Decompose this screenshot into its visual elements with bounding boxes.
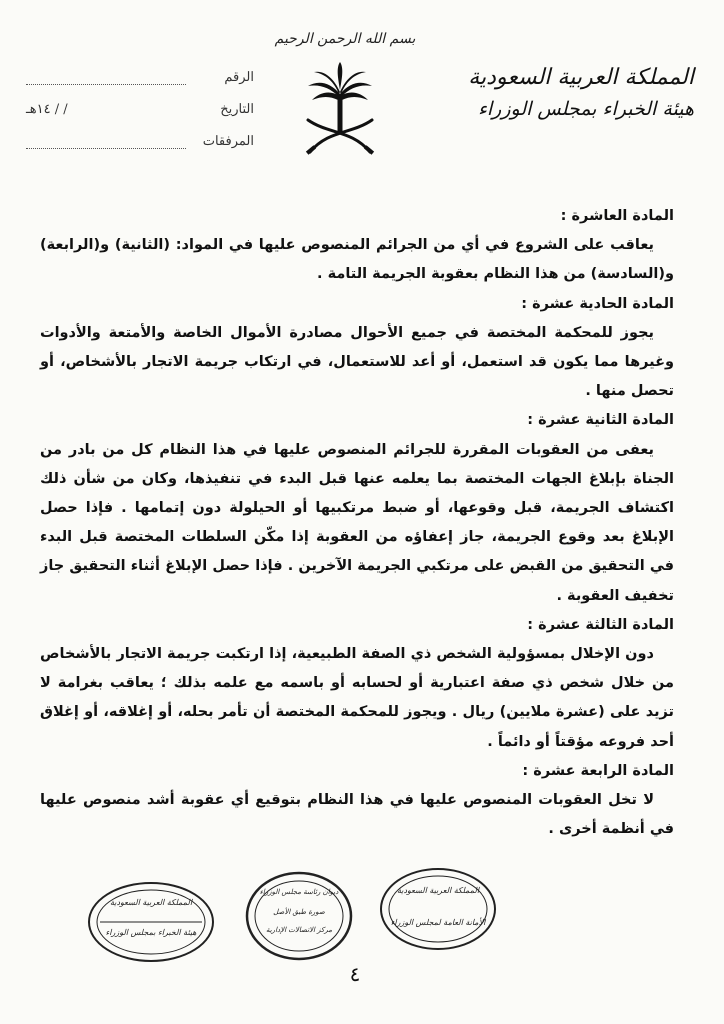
punch-hole-mark-icon [664, 366, 680, 388]
punch-hole-mark-icon [664, 646, 680, 668]
document-body [40, 202, 674, 844]
article-10-text: يعاقب على الشروع في أي من الجرائم المنصوص عليها في المواد: (الثانية) و(الرابعة) و(السادسة) من هذا النظام بعقوبة الجريمة التامة . [40, 237, 674, 283]
ref-number-label: الرقم [224, 70, 254, 85]
ref-number-line [26, 84, 186, 85]
saudi-emblem-icon [300, 60, 380, 165]
article-12-heading: المادة الثانية عشرة : [527, 412, 674, 429]
ref-number-row [26, 64, 254, 96]
article-13-heading: المادة الثالثة عشرة : [527, 616, 674, 633]
stamp-general-secretariat: المملكة العربية السعودية الأمانة العامة لمجلس الوزراء [378, 866, 498, 952]
letterhead-organization [454, 62, 694, 124]
basmala: بسم الله الرحمن الرحيم [274, 31, 416, 47]
ref-attachments-line [26, 148, 186, 149]
ref-date-row [26, 96, 254, 128]
letterhead-reference-fields [26, 64, 254, 160]
article-11-text: يجوز للمحكمة المختصة في جميع الأحوال مصادرة الأموال الخاصة والأمتعة والأدوات وغيرها مما يكون قد استعمل، أو أعد للاستعمال، في ارتكاب جريمة الاتجار بالأشخاص، أو تحصل منها . [40, 324, 674, 400]
stamp-royal-court: ديوان رئاسة مجلس الوزراء صورة طبق الأصل مركز الاتصالات الإدارية [244, 870, 354, 962]
org-commission-name: هيئة الخبراء بمجلس الوزراء [477, 98, 694, 120]
official-stamps [86, 862, 498, 964]
article-12-text: يعفى من العقوبات المقررة للجرائم المنصوص عليها في هذا النظام كل من بادر من الجناة بإبلاغ الجهات المختصة بما يعلمه عنها قبل البدء في تنفيذها، وكان من شأن ذلك اكتشاف الجريمة، قبل وقوعها، أو ضبط مرتكبيها أو الحيلولة دون إتمامها . فإذا حصل الإبلاغ بعد وقوع الجريمة، جاز إعفاؤه من العقوبة إذا مكّن السلطات المختصة قبل البدء في التحقيق من القبض على مرتكبي الجريمة الآخرين . فإذا حصل الإبلاغ أثناء التحقيق جاز تخفيف العقوبة . [40, 441, 674, 604]
ref-attachments-row [26, 128, 254, 160]
article-11-heading: المادة الحادية عشرة : [521, 295, 674, 312]
article-10-heading: المادة العاشرة : [560, 208, 674, 224]
ref-attachments-label: المرفقات [202, 134, 254, 149]
ref-date-value: / / ١٤هـ [26, 102, 68, 117]
ref-date-label: التاريخ [220, 102, 254, 117]
article-14-heading: المادة الرابعة عشرة : [522, 762, 674, 779]
stamp-experts-commission: المملكة العربية السعودية هيئة الخبراء بمجلس الوزراء [86, 880, 216, 964]
article-14-text: لا تخل العقوبات المنصوص عليها في هذا النظام بتوقيع أي عقوبة أشد منصوص عليها في أنظمة أخرى . [40, 792, 674, 838]
org-country-name: المملكة العربية السعودية [468, 65, 694, 90]
article-13-text: دون الإخلال بمسؤولية الشخص ذي الصفة الطبيعية، إذا ارتكبت جريمة الاتجار بالأشخاص من خلال شخص ذي صفة اعتبارية أو لحسابه أو باسمه مع علمه بذلك ؛ يعاقب بغرامة لا تزيد على (عشرة ملايين) ريال . ويجوز للمحكمة المختصة أن تأمر بحله، أو إغلاقه، أو إغلاق أحد فروعه مؤقتاً أو دائماً . [40, 646, 674, 750]
page-number: ٤ [349, 962, 361, 986]
